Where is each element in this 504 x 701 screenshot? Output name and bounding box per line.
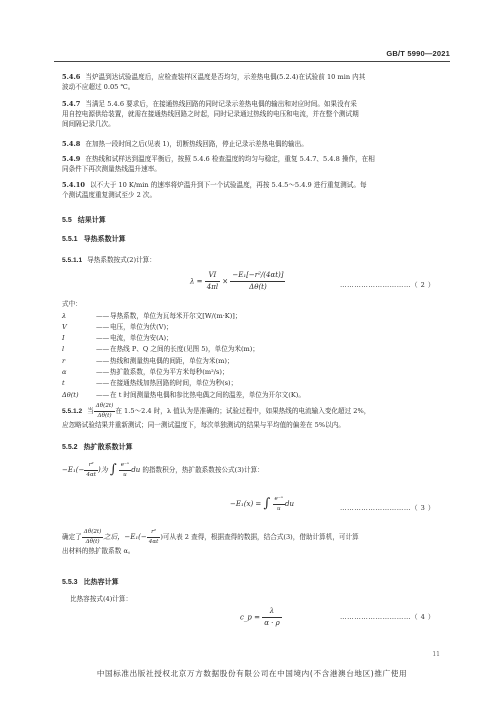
definition-row: λ —— 导热系数，单位为瓦每米开尔文[W/(m·K)]； <box>62 311 242 320</box>
para-text: 应忽略试验结果并重新测试；同一测试温度下，每次单独测试的结果与平均值的偏差在 5%以内。 <box>62 421 345 430</box>
para-5-4-9 <box>62 154 450 174</box>
heading-title: 结果计算 <box>77 217 106 224</box>
para-5-5-1-1 <box>62 255 450 266</box>
heading-title: 热扩散系数计算 <box>83 444 133 451</box>
definition-row: V —— 电压，单位为伏(V)； <box>62 322 173 331</box>
clause-number: 5.5.1.2 <box>62 408 83 416</box>
para-text: 在热线和试样达到温度平衡后，按照 5.4.6 检查温度的均匀与稳定，重复 5.4.7、5.4.8 操作，在相 <box>85 155 375 163</box>
para-5-4-8 <box>62 139 450 149</box>
definition-row: t —— 在接通热线加热回路的时间，单位为秒(s)； <box>62 379 238 388</box>
heading-number: 5.5.2 <box>62 444 78 451</box>
para-text: 当满足 5.4.6 要求后，在接通热线回路的同时记录示差热电偶的输出和对应时间。如果没有采 <box>85 100 357 108</box>
equation-number-2: …………………………（ 2 ） <box>340 281 436 289</box>
integral-sign: ∫ <box>109 462 117 477</box>
para-5-4-7 <box>62 99 450 130</box>
fraction-integral <box>230 270 285 293</box>
para-text: 在加热一段时间之后(见表 1)，切断热线回路，停止记录示差热电偶的输出。 <box>85 140 308 148</box>
where-label: 式中： <box>62 300 82 308</box>
para-text: 个测试温度重复测试至少 2 次。 <box>62 191 157 200</box>
para-text: 在 1.5～2.4 时，λ 值认为是准确的；试验过程中，如果热线的电流输入变化超过 2%， <box>115 407 371 416</box>
para-text: 波动不应超过 0.05 ℃。 <box>62 83 135 92</box>
symbol-definitions <box>62 310 452 400</box>
clause-number: 5.4.8 <box>62 140 81 148</box>
formula-4: c_p = $\frac{\lambda}{\alpha \cdot \rho}$ <box>240 607 280 627</box>
para-5-4-6 <box>62 72 450 92</box>
para-5-4-10 <box>62 180 450 200</box>
para-5-5-1-2 <box>62 402 450 431</box>
clause-number: 5.4.10 <box>62 181 85 189</box>
para-text: 间间隔记录几次。 <box>62 120 115 129</box>
para-text: 当炉温到达试验温度后，应检查装样区温度是否均匀，示差热电偶(5.2.4)在试验前 10 min 内其 <box>85 73 366 81</box>
para-text: 的指数积分，热扩散系数按公式(3)计算： <box>142 466 264 475</box>
heading-5-5 <box>62 216 106 227</box>
heading-number: 5.5.3 <box>62 579 78 586</box>
numerator: −E₁[−r²/(4αt)] <box>230 270 285 282</box>
clause-number: 5.4.7 <box>62 100 81 108</box>
formula-lhs: λ = <box>190 277 203 286</box>
heading-5-5-2 <box>62 443 133 454</box>
formula-2 <box>190 270 285 293</box>
exp-integral-definition: −E₁(− $\frac{\text{r²}}{4\alpha t}$ )为 ∫ $\frac{\text{e⁻ᵘ}}{u}$ du 的指数积分，热扩散系数按公式(3)计算： <box>62 461 264 478</box>
integral-sign: ∫ <box>263 496 271 511</box>
equation-number-3: …………………………（ 3 ） <box>340 504 436 512</box>
heading-5-5-1 <box>62 235 126 246</box>
para-text: 以不大于 10 K/min 的速率将炉温升到下一个试验温度，再按 5.4.5～5.4.9 进行重复测试。每 <box>89 181 367 189</box>
heading-5-5-3 <box>62 578 119 589</box>
para-determine-alpha: 确定了 $\frac{\Delta\theta(2t)}{\Delta\theta(t)}$ 之后，−E₁(− $\frac{\text{r²}}{4\alpha t}$ )可从表 2 查得，根据查得的数据，结合式(3)，借助计算机，可计算 出材料的热扩散系数 α。 <box>62 528 450 557</box>
definition-row: α —— 热扩散系数，单位为平方米每秒(m²/s)； <box>62 368 229 377</box>
para-5-5-3-intro: 比热容按式(4)计算： <box>70 595 133 603</box>
definition-row: r —— 热线和测量热电偶的间距，单位为米(m)； <box>62 356 234 365</box>
footer-notice: 中国标准出版社授权北京万方数据股份有限公司在中国境内(不含港澳台地区)推广使用 <box>96 669 408 678</box>
page-number: 11 <box>432 651 440 658</box>
fraction-vi-4pil <box>205 270 220 293</box>
times-sign: × <box>222 277 229 286</box>
para-text: 同条件下再次测量热线温升速率。 <box>62 165 161 174</box>
header-divider <box>54 61 450 62</box>
standard-code: GB/T 5990—2021 <box>386 49 450 58</box>
heading-title: 导热系数计算 <box>83 236 126 243</box>
clause-number: 5.4.6 <box>62 73 81 81</box>
denominator: 4πl <box>206 282 219 291</box>
numerator: VI <box>205 270 220 282</box>
para-text: 当 <box>87 407 94 416</box>
heading-number: 5.5 <box>62 217 72 224</box>
heading-title: 比热容计算 <box>83 579 119 586</box>
para-text: 导热系数按式(2)计算： <box>87 256 156 264</box>
denominator: Δθ(t) <box>249 282 267 291</box>
ratio-fraction: $\frac{\Delta\theta(2t)}{\Delta\theta(t)}$ <box>95 403 114 419</box>
definition-row: l —— 在热线 P、Q 之间的长度(见图 5)，单位为米(m)； <box>62 345 259 354</box>
heading-number: 5.5.1 <box>62 236 78 243</box>
equation-number-4: …………………………（ 4 ） <box>340 613 436 621</box>
definition-row: Δθ(t) —— 在 t 时间测量热电偶和参比热电偶之间的温差，单位为开尔文(K)。 <box>62 390 305 399</box>
clause-number: 5.5.1.1 <box>62 257 83 264</box>
definition-row: I —— 电流，单位为安(A)； <box>62 334 173 343</box>
para-text: 用自控电源供给装置，就需在接通热线回路之时起，同时记录通过热线的电压和电流，并在整个测试期 <box>62 110 359 119</box>
formula-3: −E₁(x) = ∫ $\frac{\text{e⁻ᵘ}}{u}$ du <box>230 495 295 512</box>
para-text: 出材料的热扩散系数 α。 <box>62 547 135 556</box>
clause-number: 5.4.9 <box>62 155 81 163</box>
